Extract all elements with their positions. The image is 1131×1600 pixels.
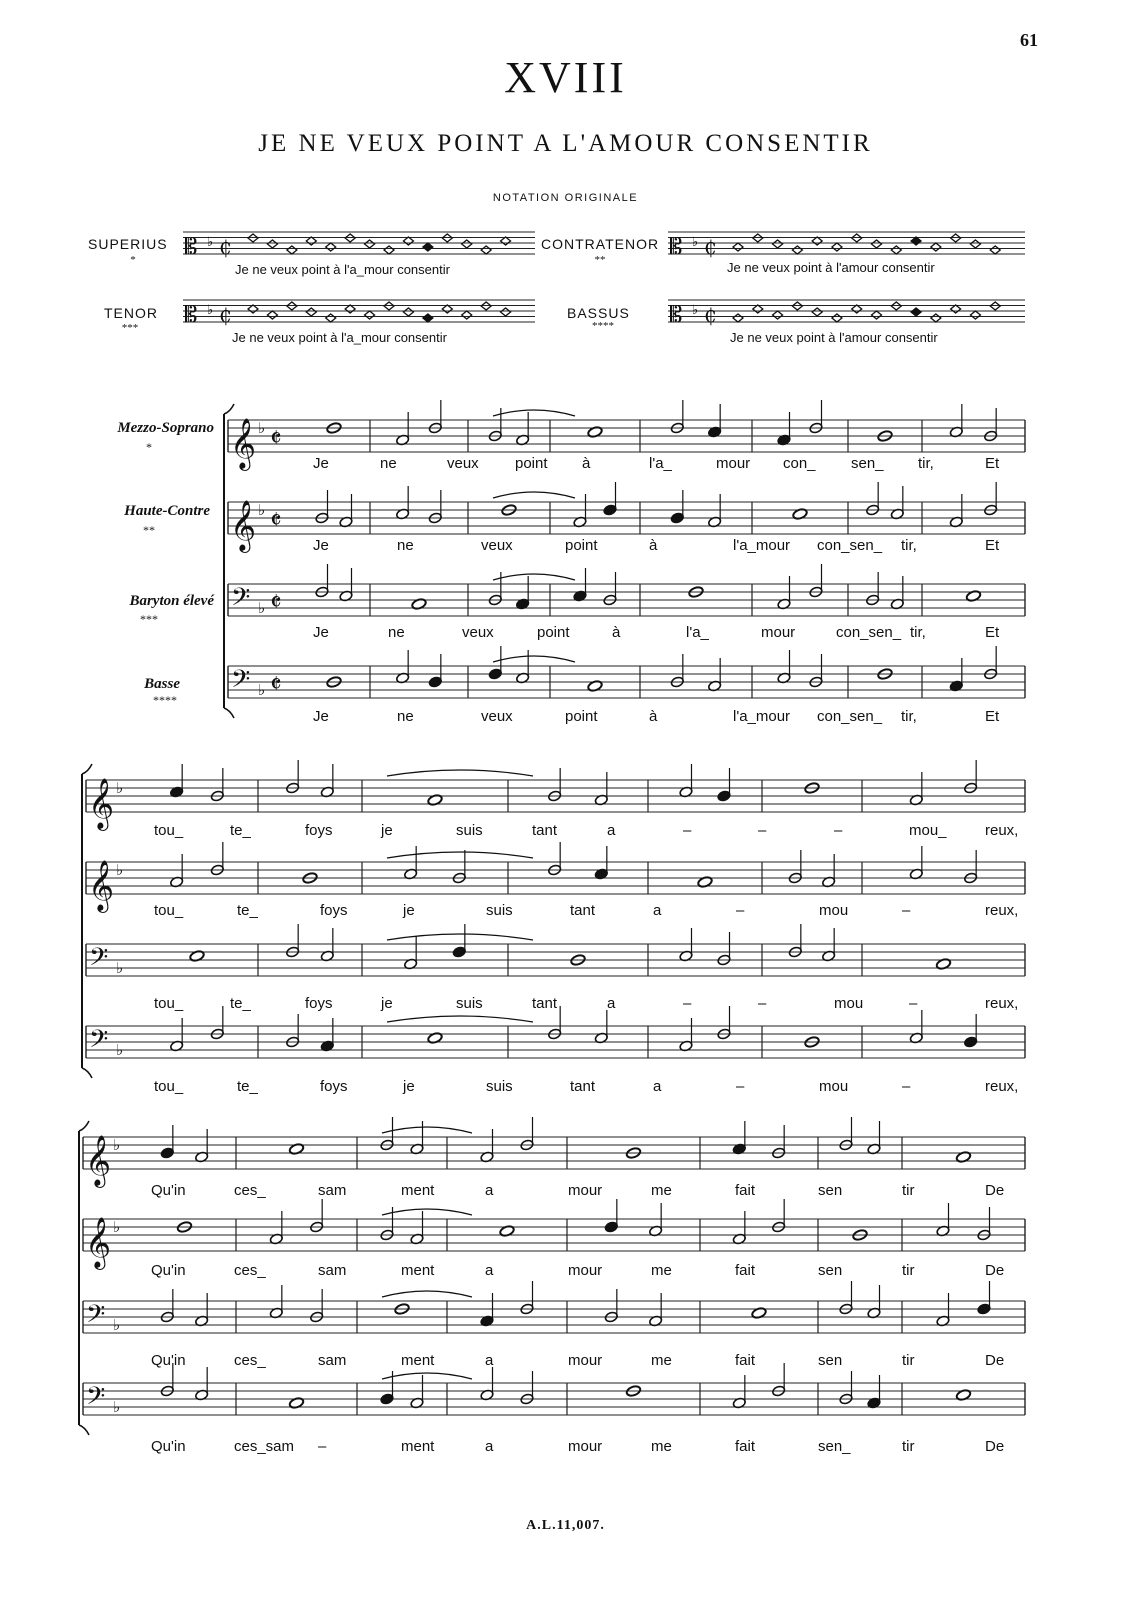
lyric-syllable: à — [649, 537, 658, 554]
key-flat: ♭ — [692, 235, 699, 250]
lyric-syllable: Qu'in — [151, 1182, 186, 1199]
tie — [493, 574, 575, 580]
mensural-note — [306, 237, 316, 245]
bracket-top — [79, 1121, 89, 1131]
lyric-syllable: tir — [902, 1438, 915, 1455]
key-flat: ♭ — [116, 959, 124, 977]
mensural-note — [326, 243, 336, 251]
tie — [387, 934, 533, 940]
original-stars-superius: * — [130, 254, 136, 266]
mensural-note — [753, 305, 763, 313]
bracket-bottom — [82, 1068, 92, 1078]
original-voice-tenor: TENOR — [104, 305, 158, 321]
mensural-note — [872, 240, 882, 248]
lyric-syllable: foys — [305, 822, 333, 839]
lyric-syllable: suis — [486, 1078, 513, 1095]
mensural-note — [287, 246, 297, 254]
key-flat: ♭ — [207, 235, 214, 250]
key-flat: ♭ — [692, 303, 699, 318]
lyric-syllable: te_ — [237, 902, 258, 919]
lyric-syllable: à — [649, 708, 658, 725]
part-name-mezzo-soprano: Mezzo-Soprano — [117, 420, 214, 436]
lyric-syllable: tir, — [910, 624, 926, 641]
lyric-syllable: con_sen_ — [817, 708, 883, 725]
page-number: 61 — [1020, 30, 1038, 50]
lyric-syllable: suis — [456, 822, 483, 839]
lyric-syllable: à — [612, 624, 621, 641]
lyric-syllable: ces_sam — [234, 1438, 295, 1455]
lyric-syllable: Et — [985, 624, 1000, 641]
lyric-syllable: l'a_ — [649, 455, 672, 472]
part-stars-haute-contre: ** — [143, 523, 155, 537]
mensural-note — [891, 246, 901, 254]
mensural-note — [792, 246, 802, 254]
original-lyric-tenor: Je ne veux point à l'a_mour consentir — [232, 330, 447, 345]
mensural-note — [911, 308, 921, 316]
mensural-note — [365, 240, 375, 248]
original-stars-contratenor: ** — [594, 254, 606, 266]
treble-clef-icon: 𝄞 — [88, 860, 115, 911]
lyric-syllable: tir — [902, 1352, 915, 1369]
lyric-syllable: Et — [985, 708, 1000, 725]
lyric-syllable: Qu'in — [151, 1262, 186, 1279]
lyric-syllable: sam — [318, 1182, 347, 1199]
part-stars-mezzo-soprano: * — [146, 440, 152, 454]
lyric-syllable: veux — [462, 624, 494, 641]
mensural-note — [970, 311, 980, 319]
lyric-syllable: con_ — [783, 455, 816, 472]
lyric-syllable: je — [403, 1078, 415, 1095]
lyric-syllable: tant — [570, 1078, 596, 1095]
mensural-note — [248, 305, 258, 313]
tie — [493, 656, 575, 662]
mensural-note — [911, 237, 921, 245]
lyric-syllable: point — [565, 708, 598, 725]
tie — [493, 492, 575, 498]
c-clef-icon: 𝄡 — [670, 303, 683, 328]
lyric-syllable: fait — [735, 1352, 756, 1369]
lyric-syllable: ment — [401, 1352, 435, 1369]
mensural-note — [852, 305, 862, 313]
mensural-note — [931, 314, 941, 322]
mensural-note — [733, 243, 743, 251]
lyric-syllable: mou — [834, 995, 864, 1012]
original-voice-superius: SUPERIUS — [88, 236, 168, 252]
lyric-syllable: – — [902, 902, 911, 919]
mensural-note — [442, 305, 452, 313]
piece-number: XVIII — [504, 53, 627, 102]
lyric-syllable: sam — [318, 1262, 347, 1279]
lyric-syllable: à — [582, 455, 591, 472]
part-name-haute-contre: Haute-Contre — [124, 503, 210, 519]
mensural-note — [384, 246, 394, 254]
lyric-syllable: – — [834, 822, 843, 839]
lyric-syllable: je — [381, 995, 393, 1012]
tie — [382, 1209, 472, 1215]
lyric-syllable: sen_ — [851, 455, 884, 472]
lyric-syllable: fait — [735, 1438, 756, 1455]
lyric-syllable: – — [758, 822, 767, 839]
mensuration-sign: ₵ — [219, 303, 232, 327]
lyric-syllable: Et — [985, 455, 1000, 472]
mensuration-sign: ₵ — [219, 235, 232, 259]
mensural-note — [267, 311, 277, 319]
mensural-note — [326, 314, 336, 322]
mensural-note — [423, 314, 433, 322]
time-signature-cut: 𝄵 — [270, 670, 282, 700]
lyric-syllable: a — [607, 995, 616, 1012]
lyric-syllable: ne — [397, 708, 414, 725]
lyric-syllable: con_sen_ — [836, 624, 902, 641]
lyric-syllable: Qu'in — [151, 1438, 186, 1455]
lyric-syllable: point — [565, 537, 598, 554]
bass-clef-icon: 𝄢 — [231, 665, 251, 700]
mensural-note — [931, 243, 941, 251]
key-flat: ♭ — [113, 1398, 121, 1416]
lyric-syllable: me — [651, 1438, 672, 1455]
key-flat: ♭ — [258, 681, 266, 699]
key-flat: ♭ — [258, 599, 266, 617]
lyric-syllable: sen — [818, 1182, 843, 1199]
lyric-syllable: – — [736, 1078, 745, 1095]
lyric-syllable: a — [653, 902, 662, 919]
mensural-note — [951, 305, 961, 313]
mensural-note — [306, 308, 316, 316]
lyric-syllable: – — [902, 1078, 911, 1095]
mensural-note — [812, 308, 822, 316]
original-voice-bassus: BASSUS — [567, 305, 630, 321]
part-stars-baryton: *** — [140, 612, 158, 626]
lyric-syllable: foys — [320, 902, 348, 919]
lyric-syllable: ne — [388, 624, 405, 641]
lyric-syllable: veux — [481, 708, 513, 725]
original-lyric-superius: Je ne veux point à l'a_mour consentir — [235, 262, 450, 277]
part-name-basse: Basse — [144, 676, 180, 692]
lyric-syllable: mour — [761, 624, 796, 641]
lyric-syllable: tou_ — [154, 902, 184, 919]
lyric-syllable: reux, — [985, 995, 1019, 1012]
bass-clef-icon: 𝄢 — [86, 1300, 106, 1335]
lyric-syllable: Je — [313, 537, 329, 554]
mensural-note — [267, 240, 277, 248]
bass-clef-icon: 𝄢 — [89, 943, 109, 978]
lyric-syllable: sen — [818, 1352, 843, 1369]
lyric-syllable: tou_ — [154, 822, 184, 839]
lyric-syllable: reux, — [985, 902, 1019, 919]
lyric-syllable: mour — [568, 1438, 603, 1455]
mensural-note — [970, 240, 980, 248]
original-lyric-bassus: Je ne veux point à l'amour consentir — [730, 330, 938, 345]
lyric-syllable: je — [381, 822, 393, 839]
mensural-note — [773, 311, 783, 319]
original-stars-bassus: **** — [592, 320, 614, 332]
lyric-syllable: point — [515, 455, 548, 472]
lyric-syllable: l'a_mour — [733, 708, 791, 725]
tie — [387, 1016, 533, 1022]
mensural-note — [501, 308, 511, 316]
mensural-note — [501, 237, 511, 245]
lyric-syllable: foys — [320, 1078, 348, 1095]
lyric-syllable: tant — [532, 822, 558, 839]
lyric-syllable: te_ — [230, 822, 251, 839]
lyric-syllable: tir, — [901, 537, 917, 554]
lyric-syllable: ces_ — [234, 1182, 266, 1199]
lyric-syllable: reux, — [985, 1078, 1019, 1095]
lyric-syllable: ment — [401, 1438, 435, 1455]
key-flat: ♭ — [258, 419, 266, 437]
lyric-syllable: tir — [902, 1182, 915, 1199]
lyric-syllable: sen — [818, 1262, 843, 1279]
lyric-syllable: con_sen_ — [817, 537, 883, 554]
key-flat: ♭ — [116, 779, 124, 797]
mensural-note — [832, 314, 842, 322]
lyric-syllable: – — [683, 822, 692, 839]
lyric-syllable: fait — [735, 1262, 756, 1279]
lyric-syllable: me — [651, 1352, 672, 1369]
mensural-note — [733, 314, 743, 322]
lyric-syllable: tou_ — [154, 1078, 184, 1095]
treble-clef-icon: 𝄞 — [88, 778, 115, 829]
lyric-syllable: mour — [568, 1182, 603, 1199]
lyric-syllable: ces_ — [234, 1352, 266, 1369]
lyric-syllable: mour — [716, 455, 751, 472]
lyric-syllable: Je — [313, 624, 329, 641]
mensuration-sign: ₵ — [704, 235, 717, 259]
lyric-syllable: veux — [447, 455, 479, 472]
lyric-syllable: De — [985, 1438, 1005, 1455]
lyric-syllable: sam — [318, 1352, 347, 1369]
piece-title: JE NE VEUX POINT A L'AMOUR CONSENTIR — [258, 130, 873, 157]
c-clef-icon: 𝄡 — [185, 303, 198, 328]
lyric-syllable: a — [607, 822, 616, 839]
lyric-syllable: tant — [570, 902, 596, 919]
tie — [382, 1291, 472, 1297]
lyric-syllable: – — [318, 1438, 327, 1455]
lyric-syllable: reux, — [985, 822, 1019, 839]
bass-clef-icon: 𝄢 — [89, 1025, 109, 1060]
lyric-syllable: point — [537, 624, 570, 641]
mensural-note — [990, 246, 1000, 254]
key-flat: ♭ — [116, 1041, 124, 1059]
treble-clef-icon: 𝄞 — [230, 500, 257, 551]
mensural-note — [773, 240, 783, 248]
key-flat: ♭ — [113, 1218, 121, 1236]
mensural-note — [403, 308, 413, 316]
lyric-syllable: tir, — [901, 708, 917, 725]
mensural-note — [345, 305, 355, 313]
time-signature-cut: 𝄵 — [270, 506, 282, 536]
lyric-syllable: a — [485, 1262, 494, 1279]
lyric-syllable: ces_ — [234, 1262, 266, 1279]
lyric-syllable: a — [485, 1352, 494, 1369]
mensural-note — [812, 237, 822, 245]
original-stars-tenor: *** — [121, 322, 139, 334]
key-flat: ♭ — [113, 1136, 121, 1154]
lyric-syllable: suis — [456, 995, 483, 1012]
lyric-syllable: sen_ — [818, 1438, 851, 1455]
lyric-syllable: Je — [313, 708, 329, 725]
lyric-syllable: ment — [401, 1262, 435, 1279]
bracket-bottom — [79, 1425, 89, 1435]
lyric-syllable: – — [683, 995, 692, 1012]
time-signature-cut: 𝄵 — [270, 424, 282, 454]
lyric-syllable: tir, — [918, 455, 934, 472]
lyric-syllable: De — [985, 1262, 1005, 1279]
lyric-syllable: me — [651, 1182, 672, 1199]
time-signature-cut: 𝄵 — [270, 588, 282, 618]
original-voice-contratenor: CONTRATENOR — [541, 236, 660, 252]
lyric-syllable: tant — [532, 995, 558, 1012]
lyric-syllable: l'a_mour — [733, 537, 791, 554]
plate-number: A.L.11,007. — [526, 1518, 605, 1533]
lyric-syllable: De — [985, 1182, 1005, 1199]
treble-clef-icon: 𝄞 — [85, 1135, 112, 1186]
treble-clef-icon: 𝄞 — [85, 1217, 112, 1268]
bass-clef-icon: 𝄢 — [86, 1382, 106, 1417]
lyric-syllable: te_ — [237, 1078, 258, 1095]
lyric-syllable: fait — [735, 1182, 756, 1199]
lyric-syllable: mour — [568, 1352, 603, 1369]
lyric-syllable: te_ — [230, 995, 251, 1012]
lyric-syllable: Qu'in — [151, 1352, 186, 1369]
lyric-syllable: veux — [481, 537, 513, 554]
mensural-note — [462, 240, 472, 248]
lyric-syllable: tir — [902, 1262, 915, 1279]
mensural-note — [832, 243, 842, 251]
key-flat: ♭ — [113, 1316, 121, 1334]
bracket-top — [82, 764, 92, 774]
lyric-syllable: a — [653, 1078, 662, 1095]
part-stars-basse: **** — [153, 693, 177, 707]
lyric-syllable: ne — [380, 455, 397, 472]
lyric-syllable: mou — [819, 902, 849, 919]
lyric-syllable: a — [485, 1438, 494, 1455]
lyric-syllable: De — [985, 1352, 1005, 1369]
lyric-syllable: suis — [486, 902, 513, 919]
bracket-top — [224, 404, 234, 414]
mensural-note — [462, 311, 472, 319]
lyric-syllable: – — [909, 995, 918, 1012]
tie — [493, 410, 575, 416]
lyric-syllable: mou_ — [909, 822, 947, 839]
lyric-syllable: a — [485, 1182, 494, 1199]
lyric-syllable: tou_ — [154, 995, 184, 1012]
treble-clef-icon: 𝄞 — [230, 418, 257, 469]
lyric-syllable: – — [758, 995, 767, 1012]
key-flat: ♭ — [207, 303, 214, 318]
lyric-syllable: – — [736, 902, 745, 919]
lyric-syllable: Je — [313, 455, 329, 472]
c-clef-icon: 𝄡 — [185, 235, 198, 260]
c-clef-icon: 𝄡 — [670, 235, 683, 260]
mensural-note — [365, 311, 375, 319]
lyric-syllable: Et — [985, 537, 1000, 554]
mensural-note — [481, 246, 491, 254]
lyric-syllable: je — [403, 902, 415, 919]
lyric-syllable: ne — [397, 537, 414, 554]
original-lyric-contratenor: Je ne veux point à l'amour consentir — [727, 260, 935, 275]
tie — [382, 1127, 472, 1133]
mensural-note — [872, 311, 882, 319]
tie — [382, 1373, 472, 1379]
lyric-syllable: mour — [568, 1262, 603, 1279]
lyric-syllable: ment — [401, 1182, 435, 1199]
mensural-note — [403, 237, 413, 245]
key-flat: ♭ — [116, 861, 124, 879]
lyric-syllable: me — [651, 1262, 672, 1279]
mensural-note — [423, 243, 433, 251]
key-flat: ♭ — [258, 501, 266, 519]
notation-header: NOTATION ORIGINALE — [492, 192, 639, 204]
tie — [387, 852, 533, 858]
bass-clef-icon: 𝄢 — [231, 583, 251, 618]
lyric-syllable: l'a_ — [686, 624, 709, 641]
tie — [387, 770, 533, 776]
bracket-bottom — [224, 708, 234, 718]
lyric-syllable: mou — [819, 1078, 849, 1095]
mensuration-sign: ₵ — [704, 303, 717, 327]
part-name-baryton: Baryton élevé — [129, 593, 214, 609]
lyric-syllable: foys — [305, 995, 333, 1012]
